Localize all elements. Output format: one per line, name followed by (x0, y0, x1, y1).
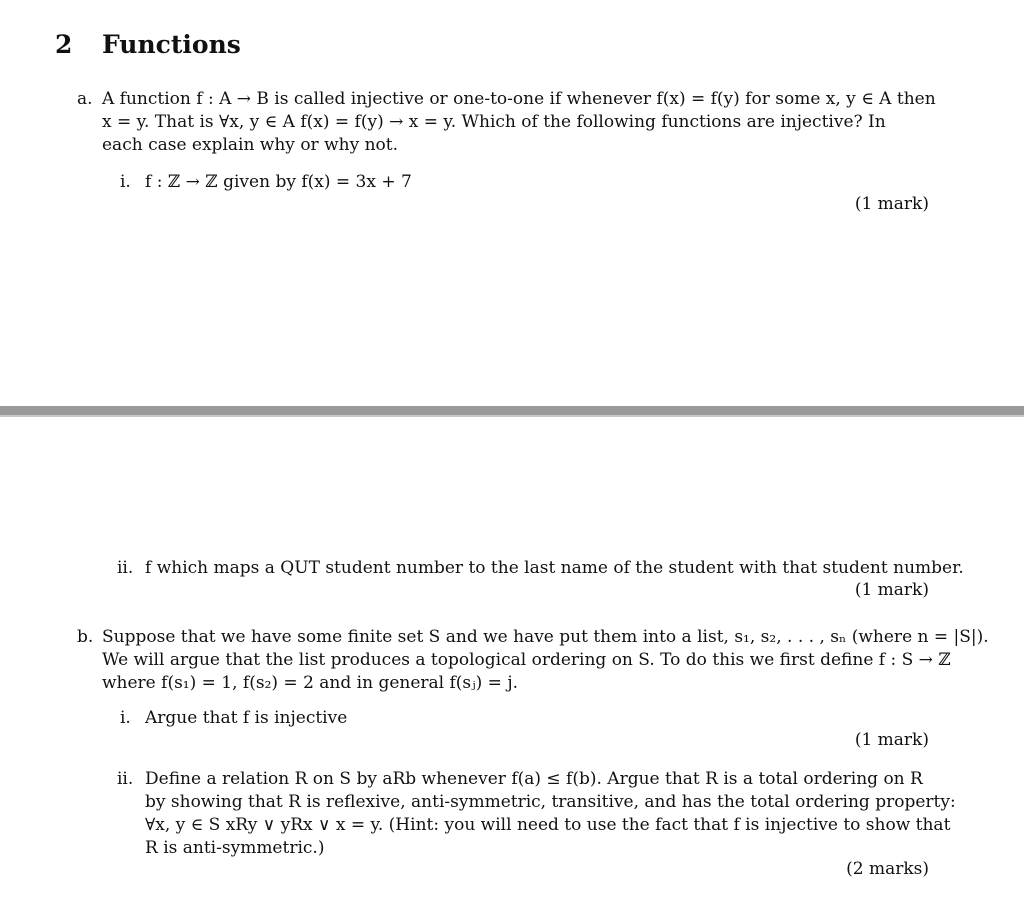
part-b-item-i-text: Argue that f is injective (145, 708, 348, 728)
part-b-intro-line-2: We will argue that the list produces a topological ordering on S. To do this we first define f : S → ℤ (102, 650, 951, 670)
part-a-label: a. (77, 89, 93, 109)
part-b-label: b. (77, 627, 94, 647)
part-a-item-i-label: i. (120, 172, 131, 192)
part-b-item-i-marks: (1 mark) (854, 730, 929, 750)
part-b-intro-line-3: where f(s₁) = 1, f(s₂) = 2 and in general f(sⱼ) = j. (102, 673, 519, 693)
part-a-item-ii-text: f which maps a QUT student number to the last name of the student with that student number. (145, 558, 964, 578)
part-b-item-i-label: i. (120, 708, 131, 728)
part-b-item-ii-label: ii. (117, 769, 134, 789)
part-b-item-ii-line-4: R is anti-symmetric.) (145, 838, 325, 858)
section-number: 2 (55, 30, 73, 59)
part-a-intro-line-2: x = y. That is ∀x, y ∈ A f(x) = f(y) → x = y. Which of the following functions are injective? In (102, 112, 886, 132)
part-b-item-ii-marks: (2 marks) (846, 859, 929, 879)
part-a-item-i-text: f : ℤ → ℤ given by f(x) = 3x + 7 (145, 172, 412, 192)
part-a-intro-line-1: A function f : A → B is called injective or one-to-one if whenever f(x) = f(y) for some x, y ∈ A then (102, 89, 936, 109)
part-b-intro-line-1: Suppose that we have some finite set S and we have put them into a list, s₁, s₂, . . . , sₙ (where n = |S|). (102, 627, 989, 647)
part-a-item-ii-label: ii. (117, 558, 134, 578)
part-a-item-ii-marks: (1 mark) (854, 580, 929, 600)
part-b-item-ii-line-2: by showing that R is reflexive, anti-symmetric, transitive, and has the total ordering property: (145, 792, 956, 812)
page-divider-shadow (0, 415, 1024, 417)
part-b-item-ii-line-3: ∀x, y ∈ S xRy ∨ yRx ∨ x = y. (Hint: you will need to use the fact that f is injective to show that (145, 815, 951, 835)
part-a-intro-line-3: each case explain why or why not. (102, 135, 399, 155)
part-a-item-i-marks: (1 mark) (854, 194, 929, 214)
section-title: Functions (102, 30, 241, 59)
part-b-item-ii-line-1: Define a relation R on S by aRb whenever f(a) ≤ f(b). Argue that R is a total ordering on R (145, 769, 923, 789)
